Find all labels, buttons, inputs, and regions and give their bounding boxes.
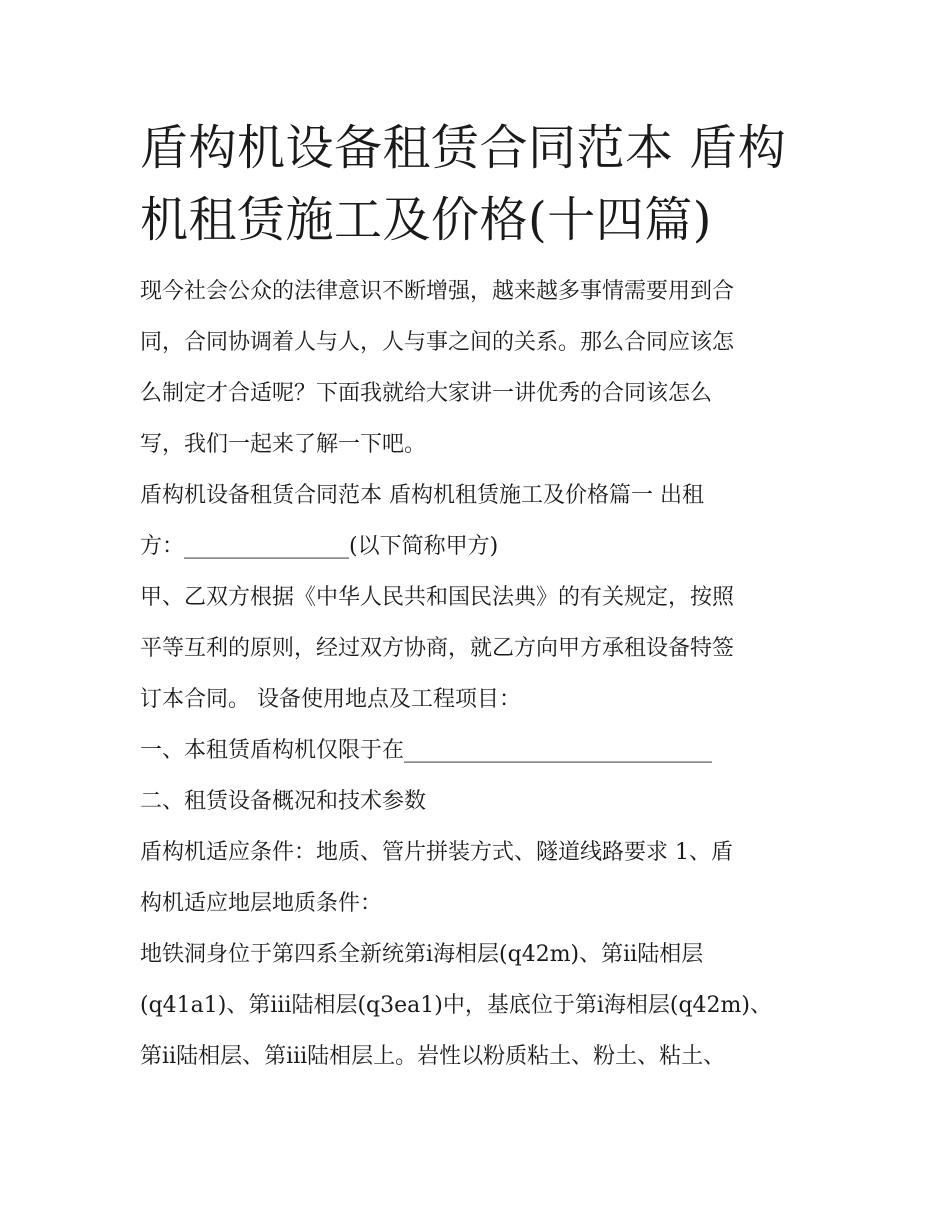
contract-lessor-paragraph: 盾构机设备租赁合同范本 盾构机租赁施工及价格篇一 出租 方：_______________(以下简称甲方) — [140, 483, 704, 559]
applicable-conditions-paragraph: 盾构机适应条件：地质、管片拼装方式、隧道线路要求 1、盾 构机适应地层地质条件： — [140, 840, 733, 916]
intro-paragraph: 现今社会公众的法律意识不断增强，越来越多事情需要用到合 同，合同协调着人与人，人与事之间的关系。那么合同应该怎 么制定才合适呢？下面我就给大家讲一讲优秀的合同该怎么 写，我们一起来了解一下吧。 — [140, 279, 735, 457]
section-one-paragraph: 一、本租赁盾构机仅限于在____________________________ — [140, 738, 713, 763]
document-page — [140, 112, 830, 1082]
geology-paragraph: 地铁洞身位于第四系全新统第ⅰ海相层(q42m)、第ⅱ陆相层 (q41a1)、第ⅲ陆相层(q3ea1)中，基底位于第ⅰ海相层(q42m)、 第ⅱ陆相层、第ⅲ陆相层上。岩性以粉质粘土、粉土、粘土、 — [140, 942, 772, 1069]
contract-basis-paragraph: 甲、乙双方根据《中华人民共和国民法典》的有关规定，按照 平等互利的原则，经过双方协商，就乙方向甲方承租设备特签 订本合同。 设备使用地点及工程项目： — [140, 585, 735, 712]
document-title: 盾构机设备租赁合同范本 盾构 机租赁施工及价格(十四篇) — [140, 120, 787, 248]
section-two-heading: 二、租赁设备概况和技术参数 — [140, 789, 427, 814]
